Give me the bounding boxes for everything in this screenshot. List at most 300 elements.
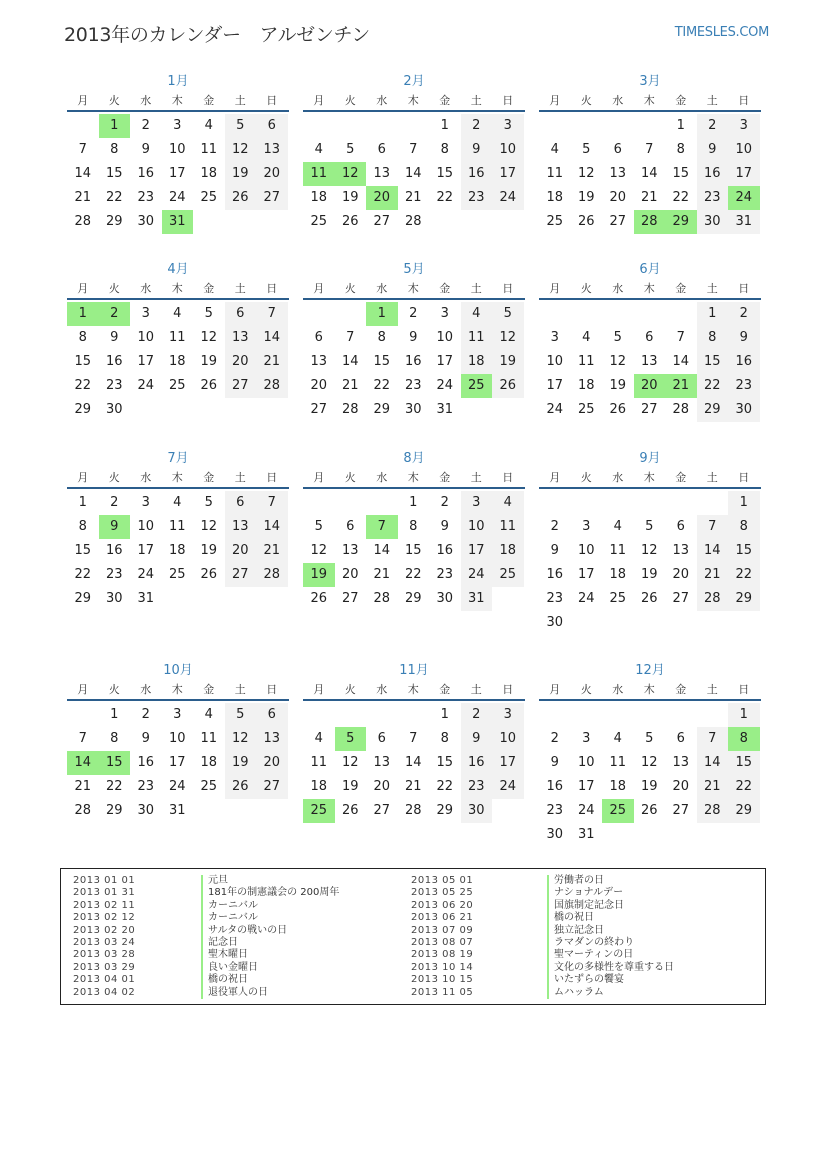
day-cell[interactable]: 19 <box>200 354 218 369</box>
day-cell[interactable]: 23 <box>461 775 493 799</box>
day-cell[interactable]: 27 <box>640 402 658 417</box>
day-cell[interactable]: 21 <box>74 190 92 205</box>
day-cell[interactable]: 20 <box>672 779 690 794</box>
day-cell[interactable]: 20 <box>256 751 288 775</box>
day-cell[interactable]: 23 <box>546 591 564 606</box>
day-cell[interactable]: 26 <box>341 803 359 818</box>
day-cell[interactable]: 3 <box>492 703 524 727</box>
day-cell[interactable]: 8 <box>697 326 729 350</box>
day-cell[interactable]: 30 <box>697 210 729 234</box>
day-cell[interactable]: 6 <box>256 114 288 138</box>
day-cell[interactable]: 15 <box>436 166 454 181</box>
day-cell[interactable]: 13 <box>225 326 257 350</box>
day-cell[interactable]: 21 <box>74 779 92 794</box>
day-cell[interactable]: 17 <box>436 354 454 369</box>
holiday-day-cell[interactable]: 31 <box>162 210 194 234</box>
day-cell[interactable]: 3 <box>141 306 150 321</box>
day-cell[interactable]: 17 <box>137 543 155 558</box>
day-cell[interactable]: 6 <box>346 519 355 534</box>
day-cell[interactable]: 10 <box>168 142 186 157</box>
day-cell[interactable]: 12 <box>577 166 595 181</box>
holiday-day-cell[interactable]: 8 <box>728 727 760 751</box>
day-cell[interactable]: 9 <box>728 326 760 350</box>
day-cell[interactable]: 18 <box>609 779 627 794</box>
day-cell[interactable]: 5 <box>492 302 524 326</box>
day-cell[interactable]: 17 <box>577 567 595 582</box>
day-cell[interactable]: 8 <box>440 142 449 157</box>
day-cell[interactable]: 18 <box>200 755 218 770</box>
day-cell[interactable]: 24 <box>137 567 155 582</box>
day-cell[interactable]: 31 <box>461 587 493 611</box>
day-cell[interactable]: 6 <box>676 731 685 746</box>
day-cell[interactable]: 4 <box>314 142 323 157</box>
day-cell[interactable]: 3 <box>141 495 150 510</box>
day-cell[interactable]: 28 <box>697 799 729 823</box>
day-cell[interactable]: 11 <box>168 519 186 534</box>
day-cell[interactable]: 29 <box>105 803 123 818</box>
day-cell[interactable]: 11 <box>168 330 186 345</box>
day-cell[interactable]: 21 <box>404 190 422 205</box>
day-cell[interactable]: 11 <box>200 731 218 746</box>
day-cell[interactable]: 31 <box>577 827 595 842</box>
day-cell[interactable]: 14 <box>404 166 422 181</box>
day-cell[interactable]: 2 <box>461 114 493 138</box>
day-cell[interactable]: 9 <box>550 543 559 558</box>
holiday-day-cell[interactable]: 19 <box>303 563 335 587</box>
day-cell[interactable]: 22 <box>697 374 729 398</box>
day-cell[interactable]: 20 <box>373 779 391 794</box>
day-cell[interactable]: 11 <box>492 515 524 539</box>
day-cell[interactable]: 7 <box>256 302 288 326</box>
day-cell[interactable]: 5 <box>346 142 355 157</box>
day-cell[interactable]: 20 <box>341 567 359 582</box>
day-cell[interactable]: 6 <box>256 703 288 727</box>
day-cell[interactable]: 3 <box>492 114 524 138</box>
holiday-day-cell[interactable]: 20 <box>366 186 398 210</box>
day-cell[interactable]: 17 <box>168 755 186 770</box>
day-cell[interactable]: 9 <box>110 330 119 345</box>
day-cell[interactable]: 8 <box>728 515 760 539</box>
day-cell[interactable]: 1 <box>676 118 685 133</box>
day-cell[interactable]: 3 <box>550 330 559 345</box>
day-cell[interactable]: 19 <box>577 190 595 205</box>
day-cell[interactable]: 22 <box>105 779 123 794</box>
day-cell[interactable]: 16 <box>137 755 155 770</box>
day-cell[interactable]: 23 <box>728 374 760 398</box>
day-cell[interactable]: 16 <box>461 162 493 186</box>
day-cell[interactable]: 13 <box>373 755 391 770</box>
day-cell[interactable]: 26 <box>341 214 359 229</box>
day-cell[interactable]: 30 <box>105 402 123 417</box>
day-cell[interactable]: 16 <box>404 354 422 369</box>
day-cell[interactable]: 19 <box>341 190 359 205</box>
day-cell[interactable]: 5 <box>645 519 654 534</box>
day-cell[interactable]: 14 <box>341 354 359 369</box>
day-cell[interactable]: 1 <box>409 495 418 510</box>
day-cell[interactable]: 12 <box>341 755 359 770</box>
day-cell[interactable]: 7 <box>697 515 729 539</box>
day-cell[interactable]: 25 <box>492 563 524 587</box>
day-cell[interactable]: 26 <box>577 214 595 229</box>
day-cell[interactable]: 8 <box>409 519 418 534</box>
day-cell[interactable]: 19 <box>341 779 359 794</box>
holiday-day-cell[interactable]: 25 <box>602 799 634 823</box>
day-cell[interactable]: 8 <box>377 330 386 345</box>
day-cell[interactable]: 23 <box>137 779 155 794</box>
day-cell[interactable]: 24 <box>492 186 524 210</box>
day-cell[interactable]: 13 <box>310 354 328 369</box>
holiday-day-cell[interactable]: 7 <box>366 515 398 539</box>
day-cell[interactable]: 2 <box>440 495 449 510</box>
day-cell[interactable]: 7 <box>409 731 418 746</box>
day-cell[interactable]: 21 <box>256 539 288 563</box>
day-cell[interactable]: 26 <box>200 378 218 393</box>
day-cell[interactable]: 15 <box>697 350 729 374</box>
day-cell[interactable]: 25 <box>609 591 627 606</box>
day-cell[interactable]: 21 <box>341 378 359 393</box>
day-cell[interactable]: 29 <box>74 402 92 417</box>
day-cell[interactable]: 12 <box>310 543 328 558</box>
day-cell[interactable]: 27 <box>341 591 359 606</box>
day-cell[interactable]: 15 <box>105 166 123 181</box>
day-cell[interactable]: 5 <box>582 142 591 157</box>
day-cell[interactable]: 26 <box>640 591 658 606</box>
day-cell[interactable]: 10 <box>728 138 760 162</box>
day-cell[interactable]: 16 <box>137 166 155 181</box>
day-cell[interactable]: 19 <box>492 350 524 374</box>
day-cell[interactable]: 31 <box>168 803 186 818</box>
day-cell[interactable]: 30 <box>546 615 564 630</box>
day-cell[interactable]: 24 <box>461 563 493 587</box>
day-cell[interactable]: 12 <box>200 519 218 534</box>
day-cell[interactable]: 10 <box>492 727 524 751</box>
day-cell[interactable]: 13 <box>225 515 257 539</box>
day-cell[interactable]: 24 <box>492 775 524 799</box>
day-cell[interactable]: 8 <box>78 330 87 345</box>
day-cell[interactable]: 15 <box>404 543 422 558</box>
day-cell[interactable]: 22 <box>728 775 760 799</box>
day-cell[interactable]: 27 <box>672 803 690 818</box>
holiday-day-cell[interactable]: 21 <box>665 374 697 398</box>
day-cell[interactable]: 24 <box>546 402 564 417</box>
day-cell[interactable]: 25 <box>168 378 186 393</box>
day-cell[interactable]: 27 <box>310 402 328 417</box>
day-cell[interactable]: 15 <box>728 539 760 563</box>
day-cell[interactable]: 28 <box>341 402 359 417</box>
day-cell[interactable]: 12 <box>225 138 257 162</box>
day-cell[interactable]: 28 <box>404 803 422 818</box>
day-cell[interactable]: 4 <box>613 731 622 746</box>
day-cell[interactable]: 24 <box>137 378 155 393</box>
day-cell[interactable]: 4 <box>461 302 493 326</box>
day-cell[interactable]: 28 <box>256 374 288 398</box>
day-cell[interactable]: 3 <box>728 114 760 138</box>
day-cell[interactable]: 28 <box>373 591 391 606</box>
day-cell[interactable]: 6 <box>314 330 323 345</box>
day-cell[interactable]: 5 <box>225 703 257 727</box>
day-cell[interactable]: 9 <box>141 142 150 157</box>
day-cell[interactable]: 4 <box>173 495 182 510</box>
day-cell[interactable]: 5 <box>204 495 213 510</box>
day-cell[interactable]: 5 <box>314 519 323 534</box>
day-cell[interactable]: 16 <box>105 354 123 369</box>
day-cell[interactable]: 15 <box>672 166 690 181</box>
day-cell[interactable]: 31 <box>436 402 454 417</box>
day-cell[interactable]: 28 <box>256 563 288 587</box>
day-cell[interactable]: 1 <box>697 302 729 326</box>
holiday-day-cell[interactable]: 28 <box>634 210 666 234</box>
day-cell[interactable]: 7 <box>676 330 685 345</box>
day-cell[interactable]: 4 <box>550 142 559 157</box>
day-cell[interactable]: 25 <box>310 214 328 229</box>
day-cell[interactable]: 28 <box>672 402 690 417</box>
day-cell[interactable]: 13 <box>256 138 288 162</box>
holiday-day-cell[interactable]: 1 <box>99 114 131 138</box>
holiday-day-cell[interactable]: 24 <box>728 186 760 210</box>
day-cell[interactable]: 11 <box>609 543 627 558</box>
holiday-day-cell[interactable]: 14 <box>67 751 99 775</box>
day-cell[interactable]: 29 <box>373 402 391 417</box>
day-cell[interactable]: 19 <box>640 567 658 582</box>
day-cell[interactable]: 1 <box>728 491 760 515</box>
day-cell[interactable]: 26 <box>640 803 658 818</box>
day-cell[interactable]: 11 <box>577 354 595 369</box>
day-cell[interactable]: 1 <box>440 118 449 133</box>
day-cell[interactable]: 8 <box>110 731 119 746</box>
holiday-day-cell[interactable]: 2 <box>99 302 131 326</box>
day-cell[interactable]: 11 <box>200 142 218 157</box>
day-cell[interactable]: 12 <box>200 330 218 345</box>
holiday-day-cell[interactable]: 5 <box>335 727 367 751</box>
day-cell[interactable]: 4 <box>173 306 182 321</box>
day-cell[interactable]: 1 <box>110 707 119 722</box>
day-cell[interactable]: 19 <box>200 543 218 558</box>
day-cell[interactable]: 23 <box>404 378 422 393</box>
day-cell[interactable]: 27 <box>609 214 627 229</box>
holiday-day-cell[interactable]: 25 <box>461 374 493 398</box>
day-cell[interactable]: 19 <box>225 162 257 186</box>
day-cell[interactable]: 24 <box>436 378 454 393</box>
day-cell[interactable]: 12 <box>640 543 658 558</box>
day-cell[interactable]: 10 <box>546 354 564 369</box>
day-cell[interactable]: 17 <box>461 539 493 563</box>
day-cell[interactable]: 30 <box>461 799 493 823</box>
holiday-day-cell[interactable]: 1 <box>366 302 398 326</box>
day-cell[interactable]: 21 <box>640 190 658 205</box>
day-cell[interactable]: 27 <box>373 803 391 818</box>
day-cell[interactable]: 25 <box>200 779 218 794</box>
day-cell[interactable]: 18 <box>168 354 186 369</box>
day-cell[interactable]: 16 <box>105 543 123 558</box>
day-cell[interactable]: 22 <box>105 190 123 205</box>
day-cell[interactable]: 23 <box>436 567 454 582</box>
day-cell[interactable]: 10 <box>137 519 155 534</box>
day-cell[interactable]: 30 <box>137 214 155 229</box>
day-cell[interactable]: 29 <box>105 214 123 229</box>
day-cell[interactable]: 18 <box>546 190 564 205</box>
day-cell[interactable]: 5 <box>613 330 622 345</box>
day-cell[interactable]: 18 <box>310 779 328 794</box>
day-cell[interactable]: 27 <box>256 775 288 799</box>
day-cell[interactable]: 16 <box>436 543 454 558</box>
holiday-day-cell[interactable]: 25 <box>303 799 335 823</box>
day-cell[interactable]: 18 <box>492 539 524 563</box>
day-cell[interactable]: 29 <box>728 587 760 611</box>
day-cell[interactable]: 17 <box>728 162 760 186</box>
day-cell[interactable]: 30 <box>728 398 760 422</box>
day-cell[interactable]: 21 <box>404 779 422 794</box>
day-cell[interactable]: 2 <box>461 703 493 727</box>
day-cell[interactable]: 18 <box>577 378 595 393</box>
day-cell[interactable]: 19 <box>609 378 627 393</box>
day-cell[interactable]: 9 <box>461 727 493 751</box>
day-cell[interactable]: 26 <box>310 591 328 606</box>
day-cell[interactable]: 30 <box>404 402 422 417</box>
day-cell[interactable]: 10 <box>577 755 595 770</box>
day-cell[interactable]: 27 <box>256 186 288 210</box>
day-cell[interactable]: 13 <box>672 543 690 558</box>
day-cell[interactable]: 24 <box>168 190 186 205</box>
day-cell[interactable]: 17 <box>168 166 186 181</box>
day-cell[interactable]: 1 <box>728 703 760 727</box>
day-cell[interactable]: 21 <box>697 563 729 587</box>
day-cell[interactable]: 6 <box>613 142 622 157</box>
day-cell[interactable]: 17 <box>492 751 524 775</box>
day-cell[interactable]: 8 <box>676 142 685 157</box>
day-cell[interactable]: 25 <box>546 214 564 229</box>
day-cell[interactable]: 13 <box>672 755 690 770</box>
day-cell[interactable]: 8 <box>440 731 449 746</box>
day-cell[interactable]: 30 <box>436 591 454 606</box>
day-cell[interactable]: 13 <box>341 543 359 558</box>
day-cell[interactable]: 14 <box>256 515 288 539</box>
day-cell[interactable]: 28 <box>74 214 92 229</box>
day-cell[interactable]: 16 <box>461 751 493 775</box>
day-cell[interactable]: 26 <box>492 374 524 398</box>
brand-logo[interactable]: TIMESLES.COM <box>674 25 769 40</box>
day-cell[interactable]: 29 <box>728 799 760 823</box>
day-cell[interactable]: 14 <box>74 166 92 181</box>
day-cell[interactable]: 17 <box>492 162 524 186</box>
holiday-day-cell[interactable]: 9 <box>99 515 131 539</box>
day-cell[interactable]: 27 <box>225 374 257 398</box>
day-cell[interactable]: 12 <box>492 326 524 350</box>
day-cell[interactable]: 5 <box>645 731 654 746</box>
day-cell[interactable]: 25 <box>168 567 186 582</box>
day-cell[interactable]: 7 <box>409 142 418 157</box>
day-cell[interactable]: 14 <box>256 326 288 350</box>
day-cell[interactable]: 2 <box>550 731 559 746</box>
day-cell[interactable]: 11 <box>310 755 328 770</box>
holiday-day-cell[interactable]: 29 <box>665 210 697 234</box>
day-cell[interactable]: 17 <box>546 378 564 393</box>
day-cell[interactable]: 2 <box>141 707 150 722</box>
day-cell[interactable]: 20 <box>310 378 328 393</box>
day-cell[interactable]: 21 <box>697 775 729 799</box>
day-cell[interactable]: 2 <box>550 519 559 534</box>
day-cell[interactable]: 10 <box>461 515 493 539</box>
day-cell[interactable]: 3 <box>173 707 182 722</box>
day-cell[interactable]: 26 <box>200 567 218 582</box>
day-cell[interactable]: 16 <box>546 779 564 794</box>
day-cell[interactable]: 22 <box>436 190 454 205</box>
day-cell[interactable]: 23 <box>137 190 155 205</box>
day-cell[interactable]: 14 <box>404 755 422 770</box>
day-cell[interactable]: 10 <box>436 330 454 345</box>
day-cell[interactable]: 6 <box>645 330 654 345</box>
day-cell[interactable]: 18 <box>310 190 328 205</box>
day-cell[interactable]: 26 <box>225 775 257 799</box>
day-cell[interactable]: 18 <box>168 543 186 558</box>
day-cell[interactable]: 7 <box>645 142 654 157</box>
day-cell[interactable]: 18 <box>200 166 218 181</box>
day-cell[interactable]: 5 <box>204 306 213 321</box>
day-cell[interactable]: 6 <box>377 731 386 746</box>
day-cell[interactable]: 8 <box>110 142 119 157</box>
holiday-day-cell[interactable]: 1 <box>67 302 99 326</box>
day-cell[interactable]: 9 <box>440 519 449 534</box>
day-cell[interactable]: 12 <box>225 727 257 751</box>
day-cell[interactable]: 7 <box>346 330 355 345</box>
day-cell[interactable]: 14 <box>373 543 391 558</box>
day-cell[interactable]: 2 <box>697 114 729 138</box>
day-cell[interactable]: 5 <box>225 114 257 138</box>
day-cell[interactable]: 20 <box>672 567 690 582</box>
day-cell[interactable]: 15 <box>373 354 391 369</box>
day-cell[interactable]: 11 <box>609 755 627 770</box>
day-cell[interactable]: 24 <box>577 591 595 606</box>
day-cell[interactable]: 22 <box>74 378 92 393</box>
day-cell[interactable]: 27 <box>225 563 257 587</box>
day-cell[interactable]: 28 <box>697 587 729 611</box>
day-cell[interactable]: 4 <box>204 118 213 133</box>
day-cell[interactable]: 27 <box>373 214 391 229</box>
holiday-day-cell[interactable]: 11 <box>303 162 335 186</box>
day-cell[interactable]: 13 <box>640 354 658 369</box>
day-cell[interactable]: 4 <box>582 330 591 345</box>
day-cell[interactable]: 8 <box>78 519 87 534</box>
day-cell[interactable]: 15 <box>74 543 92 558</box>
day-cell[interactable]: 15 <box>436 755 454 770</box>
day-cell[interactable]: 14 <box>672 354 690 369</box>
day-cell[interactable]: 20 <box>225 539 257 563</box>
day-cell[interactable]: 6 <box>225 491 257 515</box>
day-cell[interactable]: 16 <box>697 162 729 186</box>
day-cell[interactable]: 22 <box>404 567 422 582</box>
day-cell[interactable]: 3 <box>582 519 591 534</box>
day-cell[interactable]: 15 <box>74 354 92 369</box>
day-cell[interactable]: 3 <box>582 731 591 746</box>
day-cell[interactable]: 22 <box>672 190 690 205</box>
day-cell[interactable]: 14 <box>697 751 729 775</box>
day-cell[interactable]: 26 <box>609 402 627 417</box>
day-cell[interactable]: 12 <box>609 354 627 369</box>
day-cell[interactable]: 31 <box>137 591 155 606</box>
day-cell[interactable]: 10 <box>137 330 155 345</box>
day-cell[interactable]: 20 <box>609 190 627 205</box>
day-cell[interactable]: 22 <box>74 567 92 582</box>
day-cell[interactable]: 10 <box>577 543 595 558</box>
day-cell[interactable]: 9 <box>461 138 493 162</box>
day-cell[interactable]: 19 <box>225 751 257 775</box>
day-cell[interactable]: 2 <box>409 306 418 321</box>
day-cell[interactable]: 9 <box>550 755 559 770</box>
day-cell[interactable]: 22 <box>436 779 454 794</box>
day-cell[interactable]: 10 <box>168 731 186 746</box>
day-cell[interactable]: 6 <box>225 302 257 326</box>
day-cell[interactable]: 26 <box>225 186 257 210</box>
day-cell[interactable]: 10 <box>492 138 524 162</box>
